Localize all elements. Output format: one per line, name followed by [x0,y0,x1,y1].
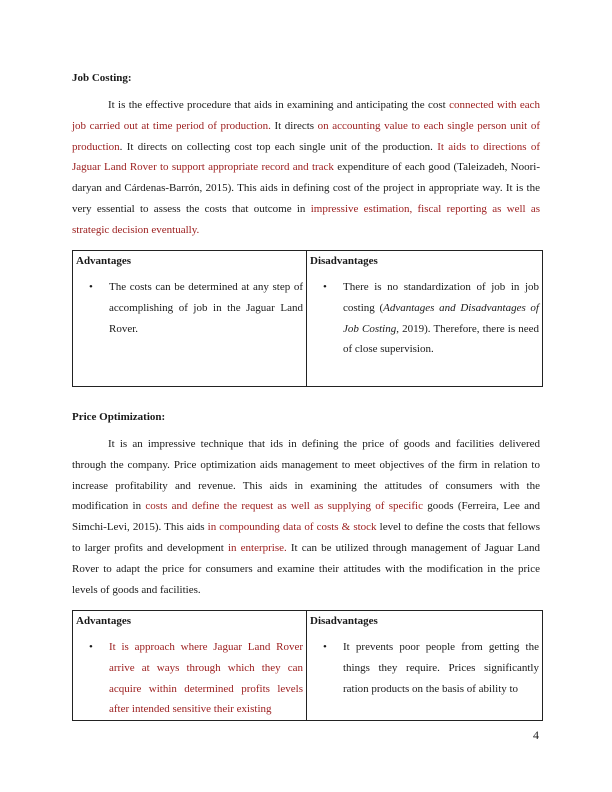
job-costing-advantages-cell [73,251,307,387]
job-costing-paragraph [72,95,540,241]
highlighted-text: connected with each job carried out at time period of production. [72,99,540,132]
text-run: goods (Ferreira, Lee and Simchi-Levi, 2015). This aids [72,500,541,534]
highlighted-text: in enterprise. [227,541,287,554]
citation-title: Advantages and Disadvantages of Job Costing [343,301,539,335]
job-costing-table [72,250,543,387]
list-item [76,637,303,720]
highlighted-text: on accounting value to each single person unit of production [72,119,540,153]
price-optimization-paragraph [72,434,540,600]
text-run: It can be utilized through management of Jaguar Land Rover to adapt the price for consumers and examine their attitudes with the modification in the price levels of goods and facilities. [72,541,540,596]
advantages-header: Advantages [76,255,132,267]
text-run: . It directs on collecting cost top each single unit of the production. [119,140,438,153]
price-optimization-advantages-cell [73,611,307,721]
text-run: There is no standardization of job in job costing ( [343,281,539,314]
job-costing-heading: Job Costing: [72,72,132,84]
bullet-icon: • [323,641,327,653]
job-costing-disadvantages-cell [307,251,543,387]
page-number: 4 [533,728,539,742]
disadvantages-header: Disadvantages [310,615,378,627]
advantages-header: Advantages [76,615,132,627]
text-run: level to define the costs that fellows to larger profits and development [72,521,541,554]
bullet-icon: • [323,281,327,293]
disadvantages-header: Disadvantages [310,255,378,267]
text-run: The costs can be determined at any step of accomplishing of job in the Jaguar Land Rover. [109,281,303,335]
bullet-icon: • [89,281,93,293]
text-run: , 2019). Therefore, there is need of close supervision. [343,322,539,356]
list-item [310,637,539,699]
text-run: It prevents poor people from getting the things they require. Prices significantly ration products on the basis of ability to [343,641,539,695]
bullet-icon: • [89,641,93,653]
highlighted-text: in compounding data of costs & stock [207,521,377,534]
highlighted-text: It is approach where Jaguar Land Rover arrive at ways through which they can acquire within determined profits levels after intended sensitive their existing [109,641,303,716]
highlighted-text: impressive estimation, fiscal reporting as well as strategic decision eventually. [72,202,541,236]
price-optimization-table [72,610,543,721]
text-run: It is the effective procedure that aids in examining and anticipating the cost [108,99,450,111]
highlighted-text: costs and define the request as well as supplying of specific [145,500,423,513]
text-run: expenditure of each good (Taleizadeh, Noori-daryan and Cárdenas-Barrón, 2015). This aids in defining cost of the project in appropriate way. It is the very essential to assess the costs that outcome in [72,161,540,215]
text-run: It is an impressive technique that ids in defining the price of goods and facilities delivered through the company. Price optimization aids management to meet objectives of the firm in relation to increase profitability and revenue. This aids in examining the attitudes of consumers with the modification in [72,438,540,513]
price-optimization-heading: Price Optimization: [72,411,166,423]
text-run: It directs [270,119,318,132]
price-optimization-disadvantages-cell [307,611,543,721]
list-item [76,277,303,339]
highlighted-text: It aids to directions of Jaguar Land Rover to support appropriate record and track [72,140,540,174]
list-item [310,277,539,360]
